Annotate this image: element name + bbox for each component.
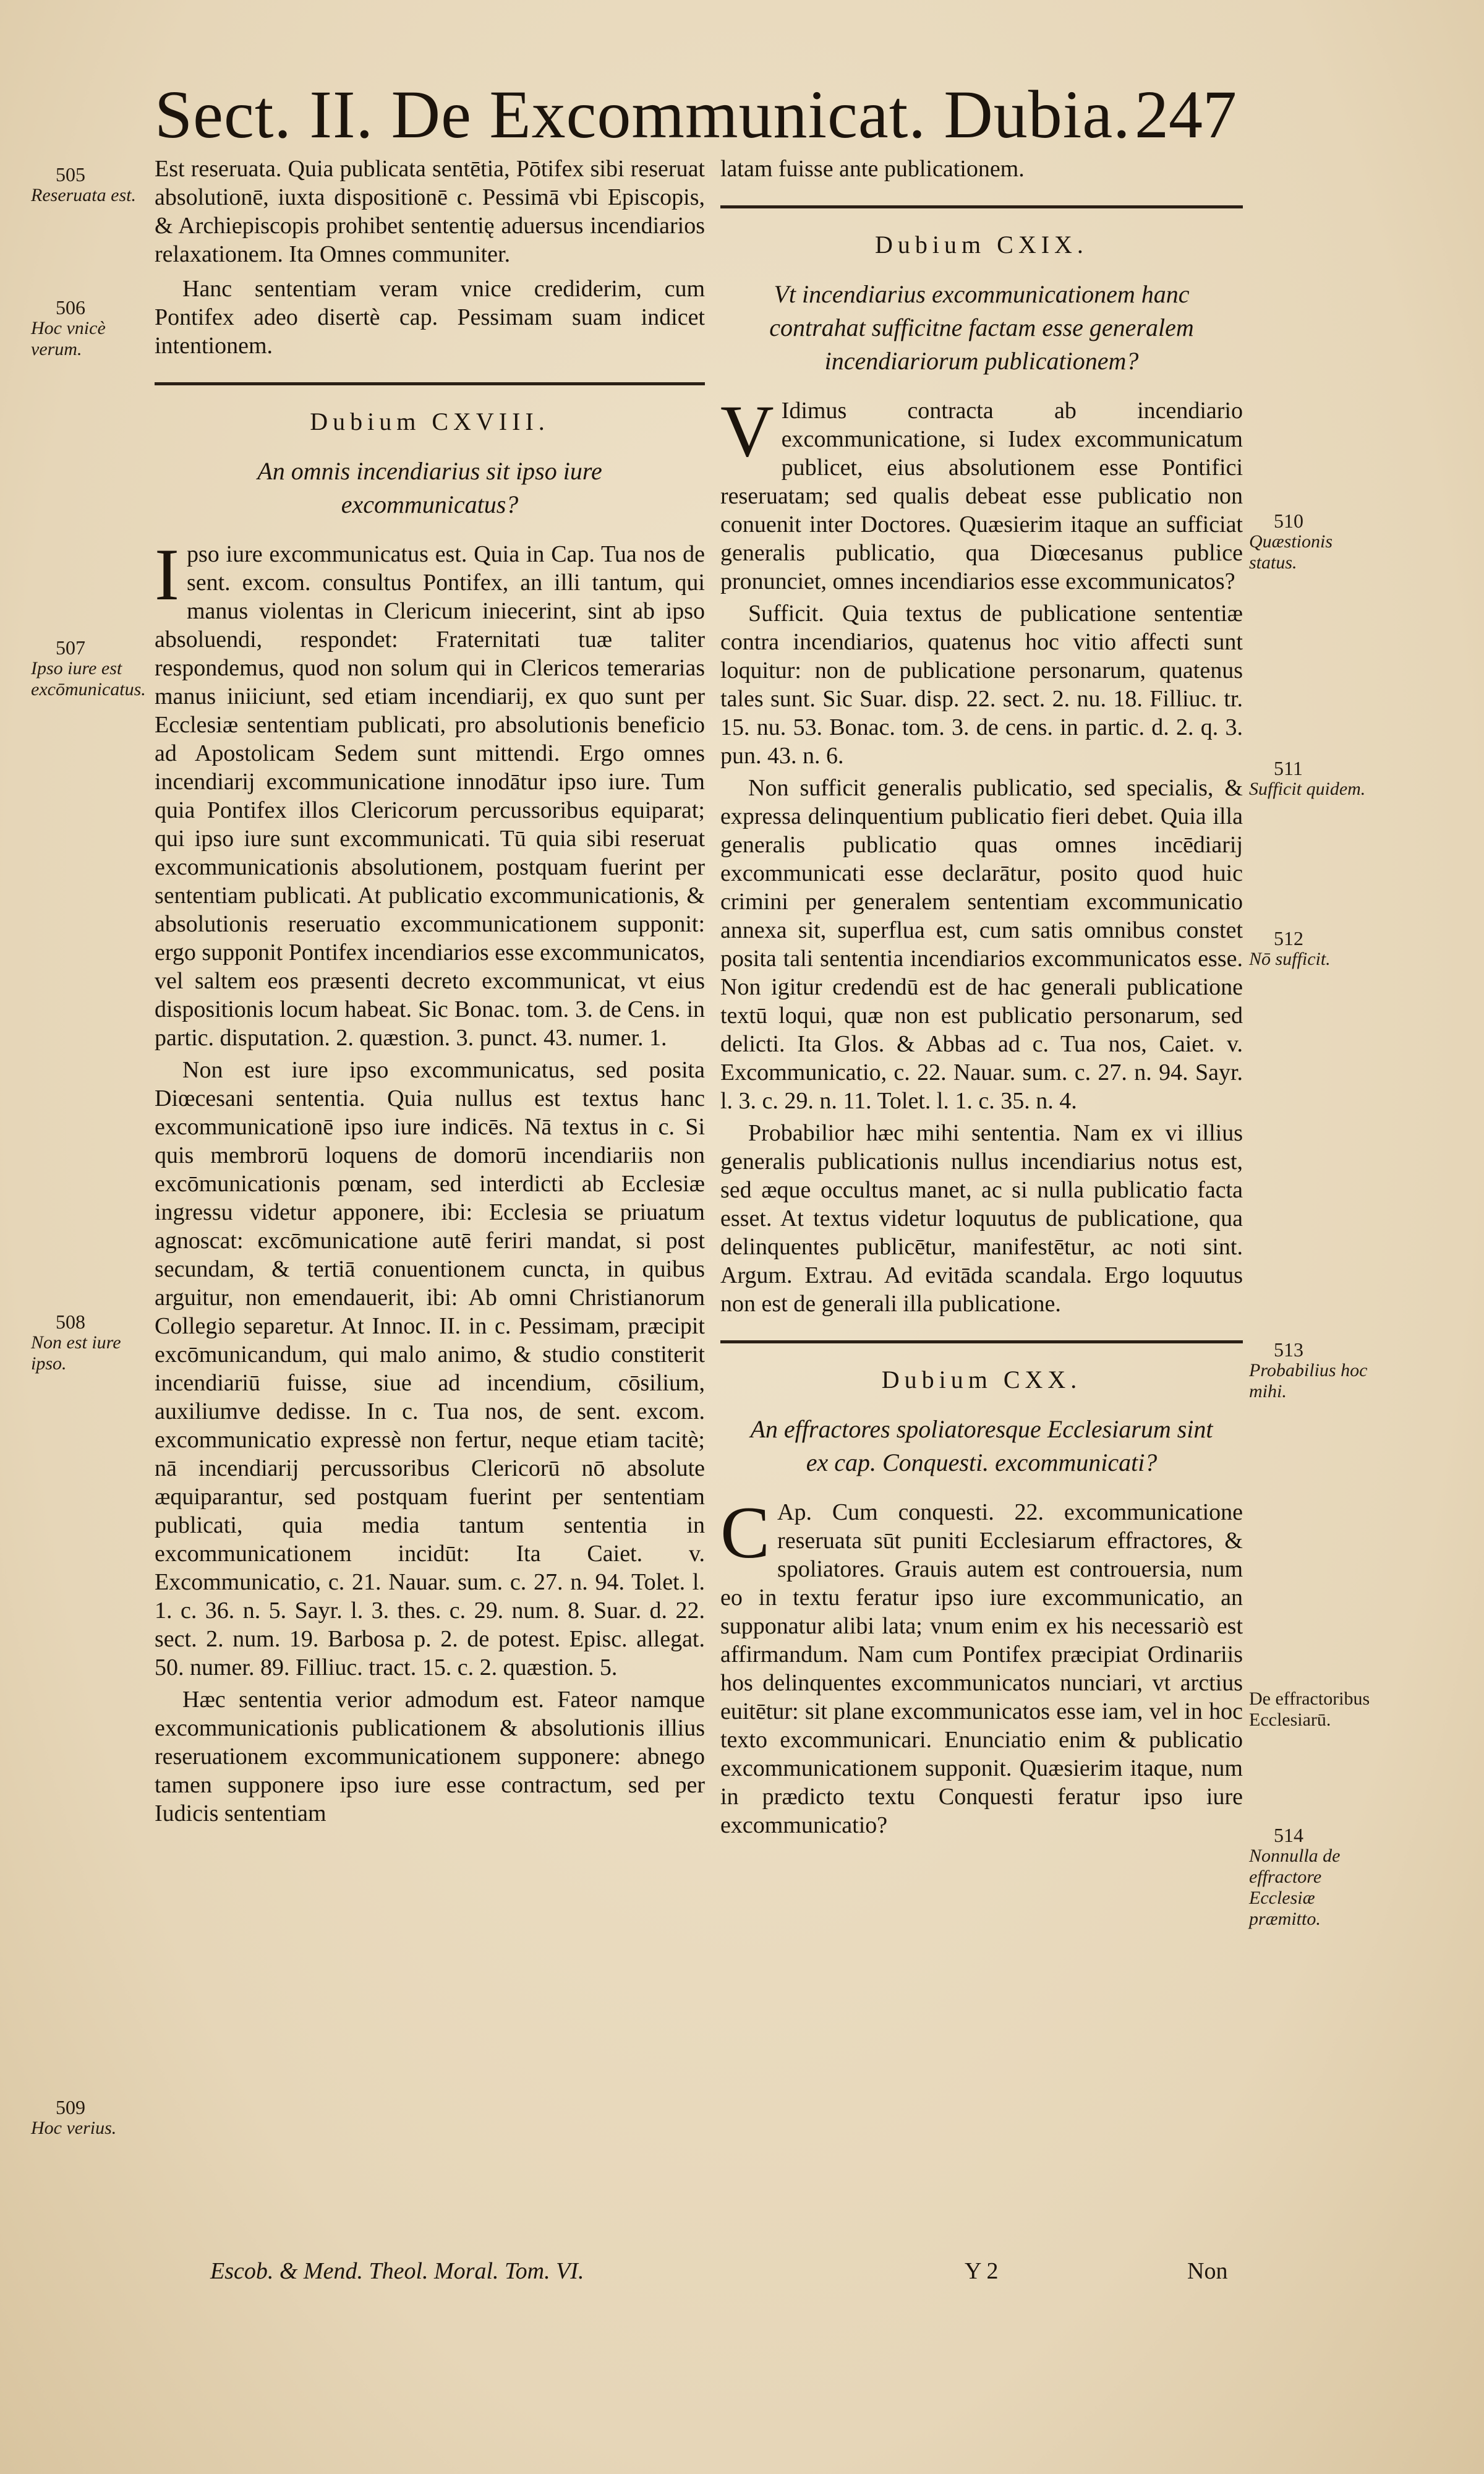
right-column — [720, 155, 1243, 1839]
margin-note-512 — [1249, 928, 1373, 970]
margin-number: 505 — [56, 163, 85, 186]
margin-number: 508 — [56, 1311, 85, 1333]
dubium-120-question: An effractores spoliatoresque Ecclesiarum sint ex cap. Conquesti. excommunicati? — [750, 1415, 1213, 1476]
footer-title: Escob. & Mend. Theol. Moral. Tom. VI. — [210, 2258, 584, 2284]
paragraph-514 — [720, 1491, 1243, 1839]
margin-text: Nō sufficit. — [1249, 949, 1331, 969]
margin-note-508 — [31, 1311, 148, 1374]
dubium-118-title: Dubium CXVIII. — [310, 408, 550, 435]
margin-text: De effractoribus Ecclesiarū. — [1249, 1689, 1370, 1730]
dubium-118-question: An omnis incendiarius sit ipso iure excommunicatus? — [257, 457, 602, 518]
left-column — [155, 155, 705, 1828]
paragraph-507 — [155, 533, 706, 1052]
paragraph-512: Non sufficit generalis publicatio, sed specialis, & expressa delinquentium publicatio fieri debet. Quia illa generalis publicatio quas omnes incēdiarij excommunicati esse declarātur, posito quod huic crimini per generalem sententiam excommunicatio annexa sit, superflua est, cum satis omnibus constet posita tali sententia incendiarios excommunicatos esse. Non igitur credendū est de hac generali publicatione textū loqui, quæ non est publicatio personarum, sed delicti. Ita Glos. & Abbas ad c. Tua nos, Caiet. v. Excommunicatio, c. 22. Nauar. sum. c. 27. n. 94. Sayr. l. 3. c. 29. n. 11. Tolet. l. 1. c. 35. n. 4. — [720, 775, 1243, 1114]
margin-note-510 — [1249, 510, 1373, 573]
margin-text: Non est iure ipso. — [31, 1332, 121, 1374]
dropcap-514: C — [720, 1491, 770, 1573]
dropcap-510: V — [720, 390, 774, 472]
dropcap-507: I — [155, 533, 179, 615]
section-rule — [155, 382, 705, 385]
margin-note-505 — [31, 164, 148, 206]
left-intro-paragraph: Est reseruata. Quia publicata sentētia, Pōtifex sibi reseruat absolutionē, iuxta dispositionē c. Pessimā vbi Episcopis, & Archiepiscopis prohibet sententię aduersus incendiarios relaxationem. Ita Omnes communiter. — [155, 156, 705, 267]
margin-note-514 — [1249, 1825, 1373, 1930]
margin-note-509 — [31, 2097, 148, 2139]
paragraph-509: Hæc sententia verior admodum est. Fateor namque excommunicationis publicationem & absolutionis illius reseruationem excommunicationem supponere: abnego tamen supponere ipso iure esse contractum, sed per Iudicis sententiam — [155, 1687, 705, 1826]
margin-text: Ipso iure est excōmunicatus. — [31, 658, 146, 700]
paragraph-514-text: Ap. Cum conquesti. 22. excommunicatione reseruata sūt puniti Ecclesiarum effractores, & spoliatores. Grauis autem est controuersia, num eo in textu feratur ipso iure excommunicatio, an supponatur alibi lata; vnum enim ex his necessariò est affirmandum. Nam cum Pontifex præcipiat Ordinariis hos delinquentes excommunicatos nunciari, vt arctius euitētur: sit plane excommunicatos esse iam, vel in hoc texto excommunicari. Enunciatio enim & publicatio excommunicationem supponit. Quæsierim itaque, num in prædicto textu Conquesti feratur ipso iure excommunicatio? — [720, 1499, 1243, 1838]
right-intro-paragraph: latam fuisse ante publicationem. — [720, 156, 1025, 182]
section-rule — [720, 1340, 1243, 1343]
margin-number: 507 — [56, 636, 85, 659]
page-header — [155, 74, 1237, 155]
margin-note-effractoribus — [1249, 1689, 1373, 1731]
margin-number: 506 — [56, 296, 85, 319]
left-intro-paragraph-2: Hanc sententiam veram vnice crediderim, cum Pontifex adeo disertè cap. Pessimam suam indicet intentionem. — [155, 276, 705, 359]
signature-mark: Y 2 — [965, 2258, 999, 2284]
margin-number: 511 — [1274, 757, 1303, 779]
margin-text: Reseruata est. — [31, 185, 136, 205]
margin-text: Quæstionis status. — [1249, 531, 1333, 573]
margin-number: 513 — [1274, 1338, 1303, 1361]
page-number: 247 — [1135, 77, 1237, 152]
paragraph-507-text: pso iure excommunicatus est. Quia in Cap. Tua nos de sent. excom. consultus Pontifex, an illi tantum, qui manus violentas in Clericum iniecerint, sint ab ipso absoluendi, respondet: Fraternitati tuæ taliter respondemus, quod non solum qui in Clericos temerarias manus iniiciunt, sed etiam incendiarij, ex quo sunt per Ecclesiæ sententiam publicati, pro absolutionis beneficio ad Apostolicam Sedem sunt mittendi. Ergo omnes incendiarij excommunicatione innodātur ipso iure. Tum quia Pontifex illos Clericorum percussoribus equiparat; qui ipso iure sunt excommunicati. Tū quia sibi reseruat excommunicationis absolutionem, postquam fuerint per sententiam publicati. At publicatio excommunicationis, & absolutionis reseruatio excommunicationem supponit: ergo supponit Pontifex incendiarios esse excommunicatos, vel saltem eos præsenti decreto excommunicat, vt eius dispositionis locum habeat. Sic Bonac. tom. 3. de Cens. in partic. disputation. 2. quæstion. 3. punct. 43. numer. 1. — [155, 541, 706, 1051]
margin-text: Hoc vnicè verum. — [31, 318, 106, 359]
margin-note-511 — [1249, 758, 1373, 800]
paragraph-508: Non est iure ipso excommunicatus, sed posita Diœcesani sententia. Quia nullus est textus hanc excommunicationē ipso iure indicēs. Nā textus in c. Si quis membrorū loquens de domorū incendiariis non excōmunicationis pœnam, sed interdicti ab Ecclesiæ ingressu videtur apponere, ibi: Ecclesia se priuatum agnoscat: excōmunicatione autē feriri mandat, si post secundam, & tertiā conuentionem cuncta, in quibus arguitur, non emendauerit, ibi: Ab omni Christianorum Collegio separetur. At Innoc. II. in c. Pessimam, præcipit excōmunicandum, qui malo animo, & studio constiterit incendiariū fuisse, siue ad incendium, cōsilium, auxiliumve dedisse. In c. Tua nos, de sent. excom. excommunicatio expressè non fertur, neque etiam tacitè; nā incendiarij percussoribus Clericorū nō absolute æquiparantur, sed postquam fuerint per sententiam publicati, quia media tantum sententia in excommunicationem incidūt: Ita Caiet. v. Excommunicatio, c. 21. Nauar. sum. c. 27. n. 94. Tolet. l. 1. c. 36. n. 5. Sayr. l. 3. thes. c. 29. num. 8. Suar. d. 22. sect. 2. num. 19. Barbosa p. 2. de potest. Episc. allegat. 50. numer. 89. Filliuc. tract. 15. c. 2. quæstion. 5. — [155, 1057, 705, 1680]
paragraph-510-text: Idimus contracta ab incendiario excommunicatione, si Iudex excommunicatum publicet, eius absolutionem esse Pontifici reseruatam; sed qualis debeat esse publicatio non conuenit inter Doctores. Quæsierim itaque an sufficiat generalis publicatio, qua Diœcesanus publice pronunciet, omnes incendiarios esse excommunicatos? — [720, 398, 1243, 594]
paragraph-513: Probabilior hæc mihi sententia. Nam ex vi illius generalis publicationis nullus incendiarius notus est, sed æque occultus manet, ac si nulla publicatio facta esset. At textus videtur loquutus de publicatione, qua delinquentes publicētur, manifestētur, ac noti sint. Argum. Extrau. Ad evitāda scandala. Ergo loquutus non est de generali illa publicatione. — [720, 1120, 1243, 1317]
running-head: Sect. II. De Excommunicat. Dubia. — [155, 77, 1131, 152]
margin-text: Hoc verius. — [31, 2118, 117, 2138]
margin-note-513 — [1249, 1339, 1373, 1402]
margin-number: 514 — [1274, 1824, 1303, 1846]
dubium-120-title: Dubium CXX. — [881, 1366, 1082, 1393]
margin-text: Sufficit quidem. — [1249, 779, 1366, 799]
dubium-119-title: Dubium CXIX. — [875, 231, 1088, 259]
margin-text: Probabilius hoc mihi. — [1249, 1360, 1368, 1402]
margin-note-507 — [31, 637, 148, 700]
margin-number: 512 — [1274, 927, 1303, 949]
dubium-119-question: Vt incendiarius excommunicationem hanc contrahat sufficitne factam esse generalem incendiariorum publicationem? — [769, 280, 1194, 375]
paragraph-510 — [720, 390, 1243, 596]
margin-number: 510 — [1274, 510, 1303, 532]
margin-note-506 — [31, 297, 148, 360]
section-rule — [720, 205, 1243, 208]
catchword: Non — [1187, 2258, 1228, 2284]
margin-number: 509 — [56, 2096, 85, 2118]
paragraph-511: Sufficit. Quia textus de publicatione sententiæ contra incendiarios, quatenus hoc vitio affecti sunt loquitur: non de publicatione personarum, quatenus tales sunt. Sic Suar. disp. 22. sect. 2. nu. 18. Filliuc. tr. 15. nu. 53. Bonac. tom. 3. de cens. in partic. d. 2. q. 3. pun. 43. n. 6. — [720, 601, 1243, 769]
margin-text: Nonnulla de effractore Ecclesiæ præmitto. — [1249, 1846, 1341, 1929]
